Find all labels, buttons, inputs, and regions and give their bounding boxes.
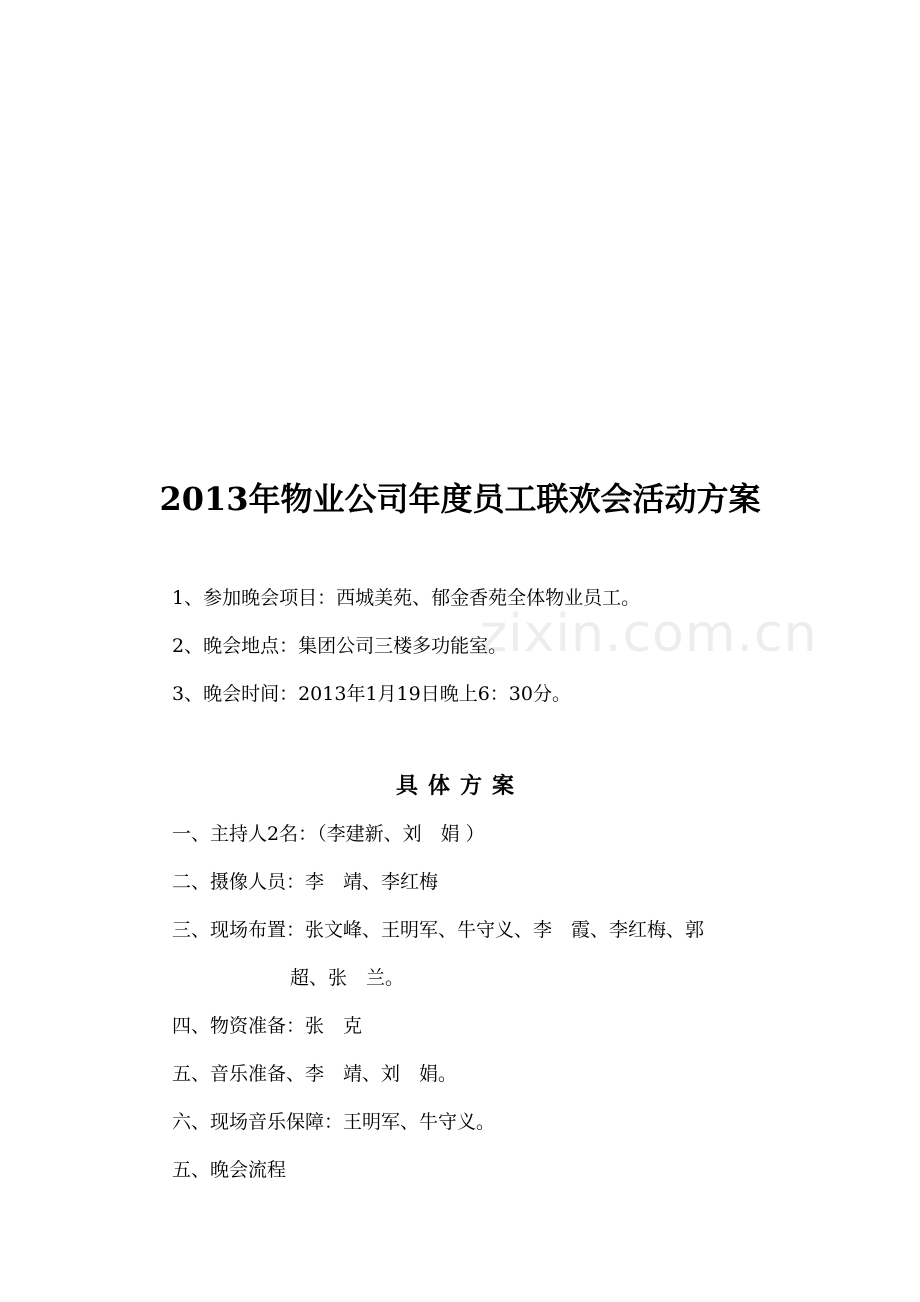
- intro-section: [172, 574, 812, 718]
- plan-line-hosts: 一、主持人2名：（李建新、刘 娟 ）: [172, 823, 485, 845]
- intro-line-time: 3、晚会时间：2013年1月19日晚上6：30分。: [172, 683, 571, 705]
- watermark: zixin.com.cn: [480, 604, 818, 664]
- plan-line-program: 五、晚会流程: [172, 1159, 287, 1181]
- intro-line-venue: 2、晚会地点：集团公司三楼多功能室。: [172, 635, 508, 657]
- plan-line-setup-continued: 超、张 兰。: [290, 967, 405, 989]
- plan-line-setup: 三、现场布置：张文峰、王明军、牛守义、李 霞、李红梅、郭: [172, 919, 705, 941]
- intro-line-participants: 1、参加晚会项目：西城美苑、郁金香苑全体物业员工。: [172, 587, 641, 609]
- document-title: 2013年物业公司年度员工联欢会活动方案: [159, 480, 761, 518]
- section-heading: 具体方案: [395, 773, 524, 799]
- plan-line-supplies: 四、物资准备：张 克: [172, 1015, 363, 1037]
- plan-line-sound: 六、现场音乐保障：王明军、牛守义。: [172, 1111, 496, 1133]
- plan-line-camera: 二、摄像人员：李 靖、李红梅: [172, 871, 439, 893]
- plan-section: [172, 810, 812, 1194]
- plan-line-music: 五、音乐准备、李 靖、刘 娟。: [172, 1063, 458, 1085]
